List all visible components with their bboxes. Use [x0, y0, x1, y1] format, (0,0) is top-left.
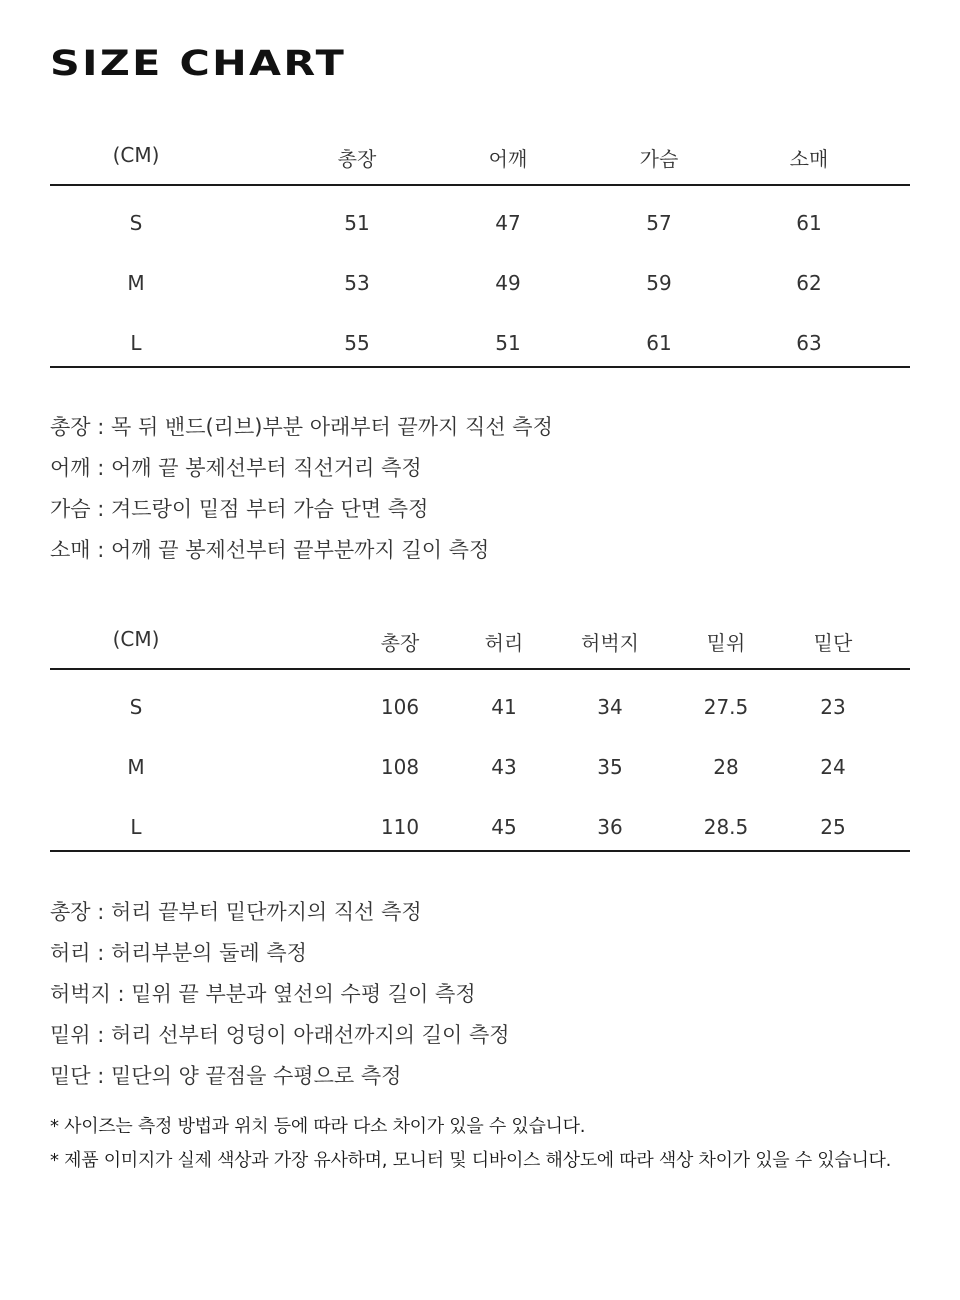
size-label: L: [130, 331, 142, 355]
table-cell: 28.5: [703, 815, 749, 839]
table-cell: 41: [491, 695, 517, 719]
table-cell: 35: [597, 755, 623, 779]
table-cell: 106: [380, 695, 420, 719]
table-row: [50, 253, 910, 313]
note-line: 밑단 : 밑단의 양 끝점을 수평으로 측정: [50, 1064, 402, 1088]
table-cell: 53: [344, 271, 370, 295]
note-line: 허벅지 : 밑위 끝 부분과 옆선의 수평 길이 측정: [50, 982, 476, 1006]
table-cell: 110: [380, 815, 420, 839]
table-cell: 108: [380, 755, 420, 779]
column-header: 허리: [484, 631, 524, 655]
note-line: 소매 : 어깨 끝 봉제선부터 끝부분까지 길이 측정: [50, 538, 490, 562]
disclaimer-line: * 제품 이미지가 실제 색상과 가장 유사하며, 모니터 및 디바이스 해상도에 따라 색상 차이가 있을 수 있습니다.: [50, 1150, 892, 1171]
note-line: 총장 : 허리 끝부터 밑단까지의 직선 측정: [50, 900, 422, 924]
top-measurement-notes: [50, 413, 910, 577]
top-size-table: [50, 131, 910, 368]
table-cell: 27.5: [703, 695, 749, 719]
note-line: 가슴 : 겨드랑이 밑점 부터 가슴 단면 측정: [50, 497, 429, 521]
unit-label: (CM): [112, 143, 160, 167]
size-label: M: [127, 271, 145, 295]
disclaimer-line: * 사이즈는 측정 방법과 위치 등에 따라 다소 차이가 있을 수 있습니다.: [50, 1116, 586, 1137]
header-divider: [50, 184, 910, 186]
table-cell: 51: [495, 331, 521, 355]
table-cell: 63: [796, 331, 822, 355]
table-cell: 61: [646, 331, 672, 355]
table-cell: 36: [597, 815, 623, 839]
note-line: 허리 : 허리부분의 둘레 측정: [50, 941, 307, 965]
size-label: M: [127, 755, 145, 779]
column-header: 소매: [789, 147, 829, 171]
bottom-size-table: [50, 615, 910, 852]
column-header: 총장: [380, 631, 420, 655]
table-cell: 49: [495, 271, 521, 295]
column-header: 밑위: [706, 631, 746, 655]
table-row: [50, 313, 910, 373]
table-cell: 43: [491, 755, 517, 779]
table-cell: 55: [344, 331, 370, 355]
note-line: 밑위 : 허리 선부터 엉덩이 아래선까지의 길이 측정: [50, 1023, 510, 1047]
table-cell: 45: [491, 815, 517, 839]
table-header: [50, 131, 910, 181]
note-line: 총장 : 목 뒤 밴드(리브)부분 아래부터 끝까지 직선 측정: [50, 415, 553, 439]
table-cell: 51: [344, 211, 370, 235]
header-divider: [50, 668, 910, 670]
table-cell: 34: [597, 695, 623, 719]
column-header: 총장: [337, 147, 377, 171]
size-label: S: [129, 695, 143, 719]
table-header: [50, 615, 910, 665]
size-label: S: [129, 211, 143, 235]
column-header: 허벅지: [581, 631, 639, 655]
column-header: 가슴: [639, 147, 679, 171]
unit-label: (CM): [112, 627, 160, 651]
table-cell: 62: [796, 271, 822, 295]
disclaimers: [50, 1114, 930, 1182]
table-cell: 59: [646, 271, 672, 295]
table-cell: 57: [646, 211, 672, 235]
table-row: [50, 193, 910, 253]
table-cell: 28: [713, 755, 739, 779]
table-cell: 61: [796, 211, 822, 235]
table-cell: 47: [495, 211, 521, 235]
page-title: SIZE CHART: [50, 44, 347, 84]
column-header: 밑단: [813, 631, 853, 655]
table-row: [50, 737, 910, 797]
table-row: [50, 797, 910, 857]
table-cell: 24: [820, 755, 846, 779]
size-label: L: [130, 815, 142, 839]
column-header: 어깨: [488, 147, 528, 171]
table-cell: 25: [820, 815, 846, 839]
table-cell: 23: [820, 695, 846, 719]
note-line: 어깨 : 어깨 끝 봉제선부터 직선거리 측정: [50, 456, 422, 480]
table-row: [50, 677, 910, 737]
bottom-measurement-notes: [50, 898, 910, 1103]
